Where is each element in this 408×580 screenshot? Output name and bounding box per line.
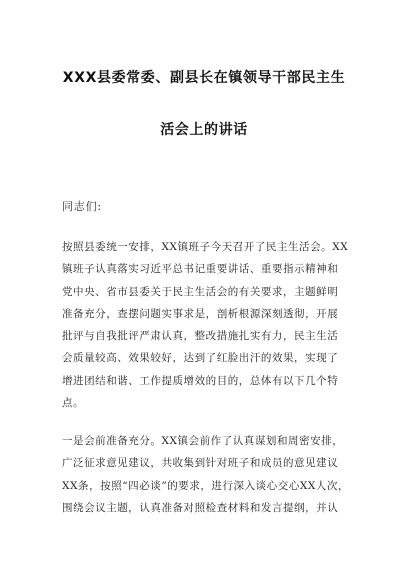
paragraph-1 [62,236,352,414]
paragraph-line: 一是会前准备充分。XX镇会前作了认真谋划和周密安排， [62,435,344,447]
greeting: 同志们: [62,200,102,213]
paragraph-line: 广泛征求意见建议，共收集到针对班子和成员的意见建议 [62,457,339,470]
paragraph-line: 围绕会议主题，认真准备对照检查材料和发言提纲，并认 [62,501,339,514]
paragraph-line: XX条，按照“四必谈”的要求，进行深入谈心交心XX人次， [62,479,350,492]
paragraph-line: 会质量较高、效果较好，达到了红脸出汗的效果，实现了 [62,352,339,365]
paragraph-2 [62,430,352,519]
document-title-line-1: XXX县委常委、副县长在镇领导干部民主生 [62,70,346,86]
paragraph-line: 镇班子认真落实习近平总书记重要讲话、重要指示精神和 [62,263,339,276]
paragraph-line: 党中央、省市县委关于民主生活会的有关要求，主题鲜明 [62,285,339,298]
paragraph-line: 准备充分，查摆问题实事求是，剖析根源深刻透彻，开展 [62,307,339,320]
paragraph-line: 按照县委统一安排，XX镇班子今天召开了民主生活会。XX [62,241,349,253]
paragraph-line: 批评与自我批评严肃认真，整改措施扎实有力，民主生活 [62,330,339,343]
document-title-line-2: 活会上的讲话 [160,122,248,138]
paragraph-line: 点。 [62,397,85,410]
paragraph-line: 增进团结和谐、工作提质增效的目的，总体有以下几个特 [62,374,339,387]
